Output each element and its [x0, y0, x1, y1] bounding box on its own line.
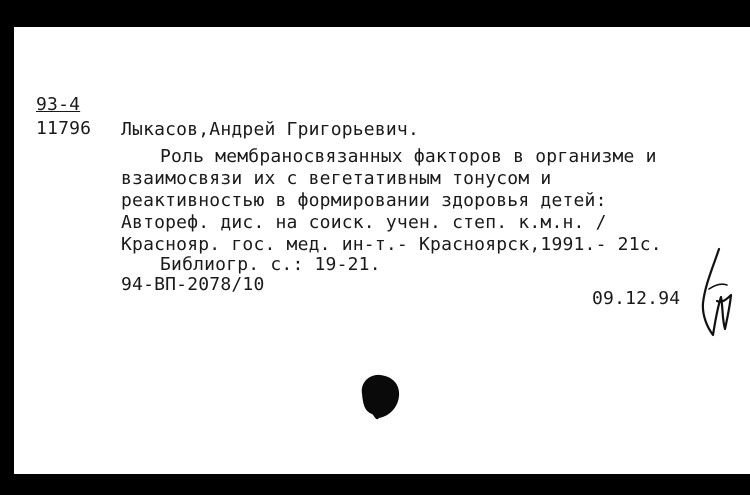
date-stamp: 09.12.94 [592, 288, 681, 309]
title-line-2: взаимосвязи их с вегетативным тонусом и [121, 168, 552, 189]
classification-code: 93-4 [36, 94, 81, 115]
inventory-number: 11796 [36, 118, 92, 139]
registration-number: 94-ВП-2078/10 [121, 274, 265, 295]
handwritten-signature [697, 245, 737, 340]
bibliography-line: Библиогр. с.: 19-21. [160, 254, 381, 275]
punch-hole [356, 370, 406, 422]
thesis-type-line: Автореф. дис. на соиск. учен. степ. к.м.н. / [121, 212, 607, 233]
publication-line: Краснояр. гос. мед. ин-т.- Красноярск,1991.- 21с. [121, 234, 662, 255]
author-name: Лыкасов,Андрей Григорьевич. [121, 119, 419, 140]
title-line-3: реактивностью в формировании здоровья детей: [121, 190, 607, 211]
catalog-card [14, 27, 750, 474]
title-line-1: Роль мембраносвязанных факторов в организме и [160, 146, 657, 167]
